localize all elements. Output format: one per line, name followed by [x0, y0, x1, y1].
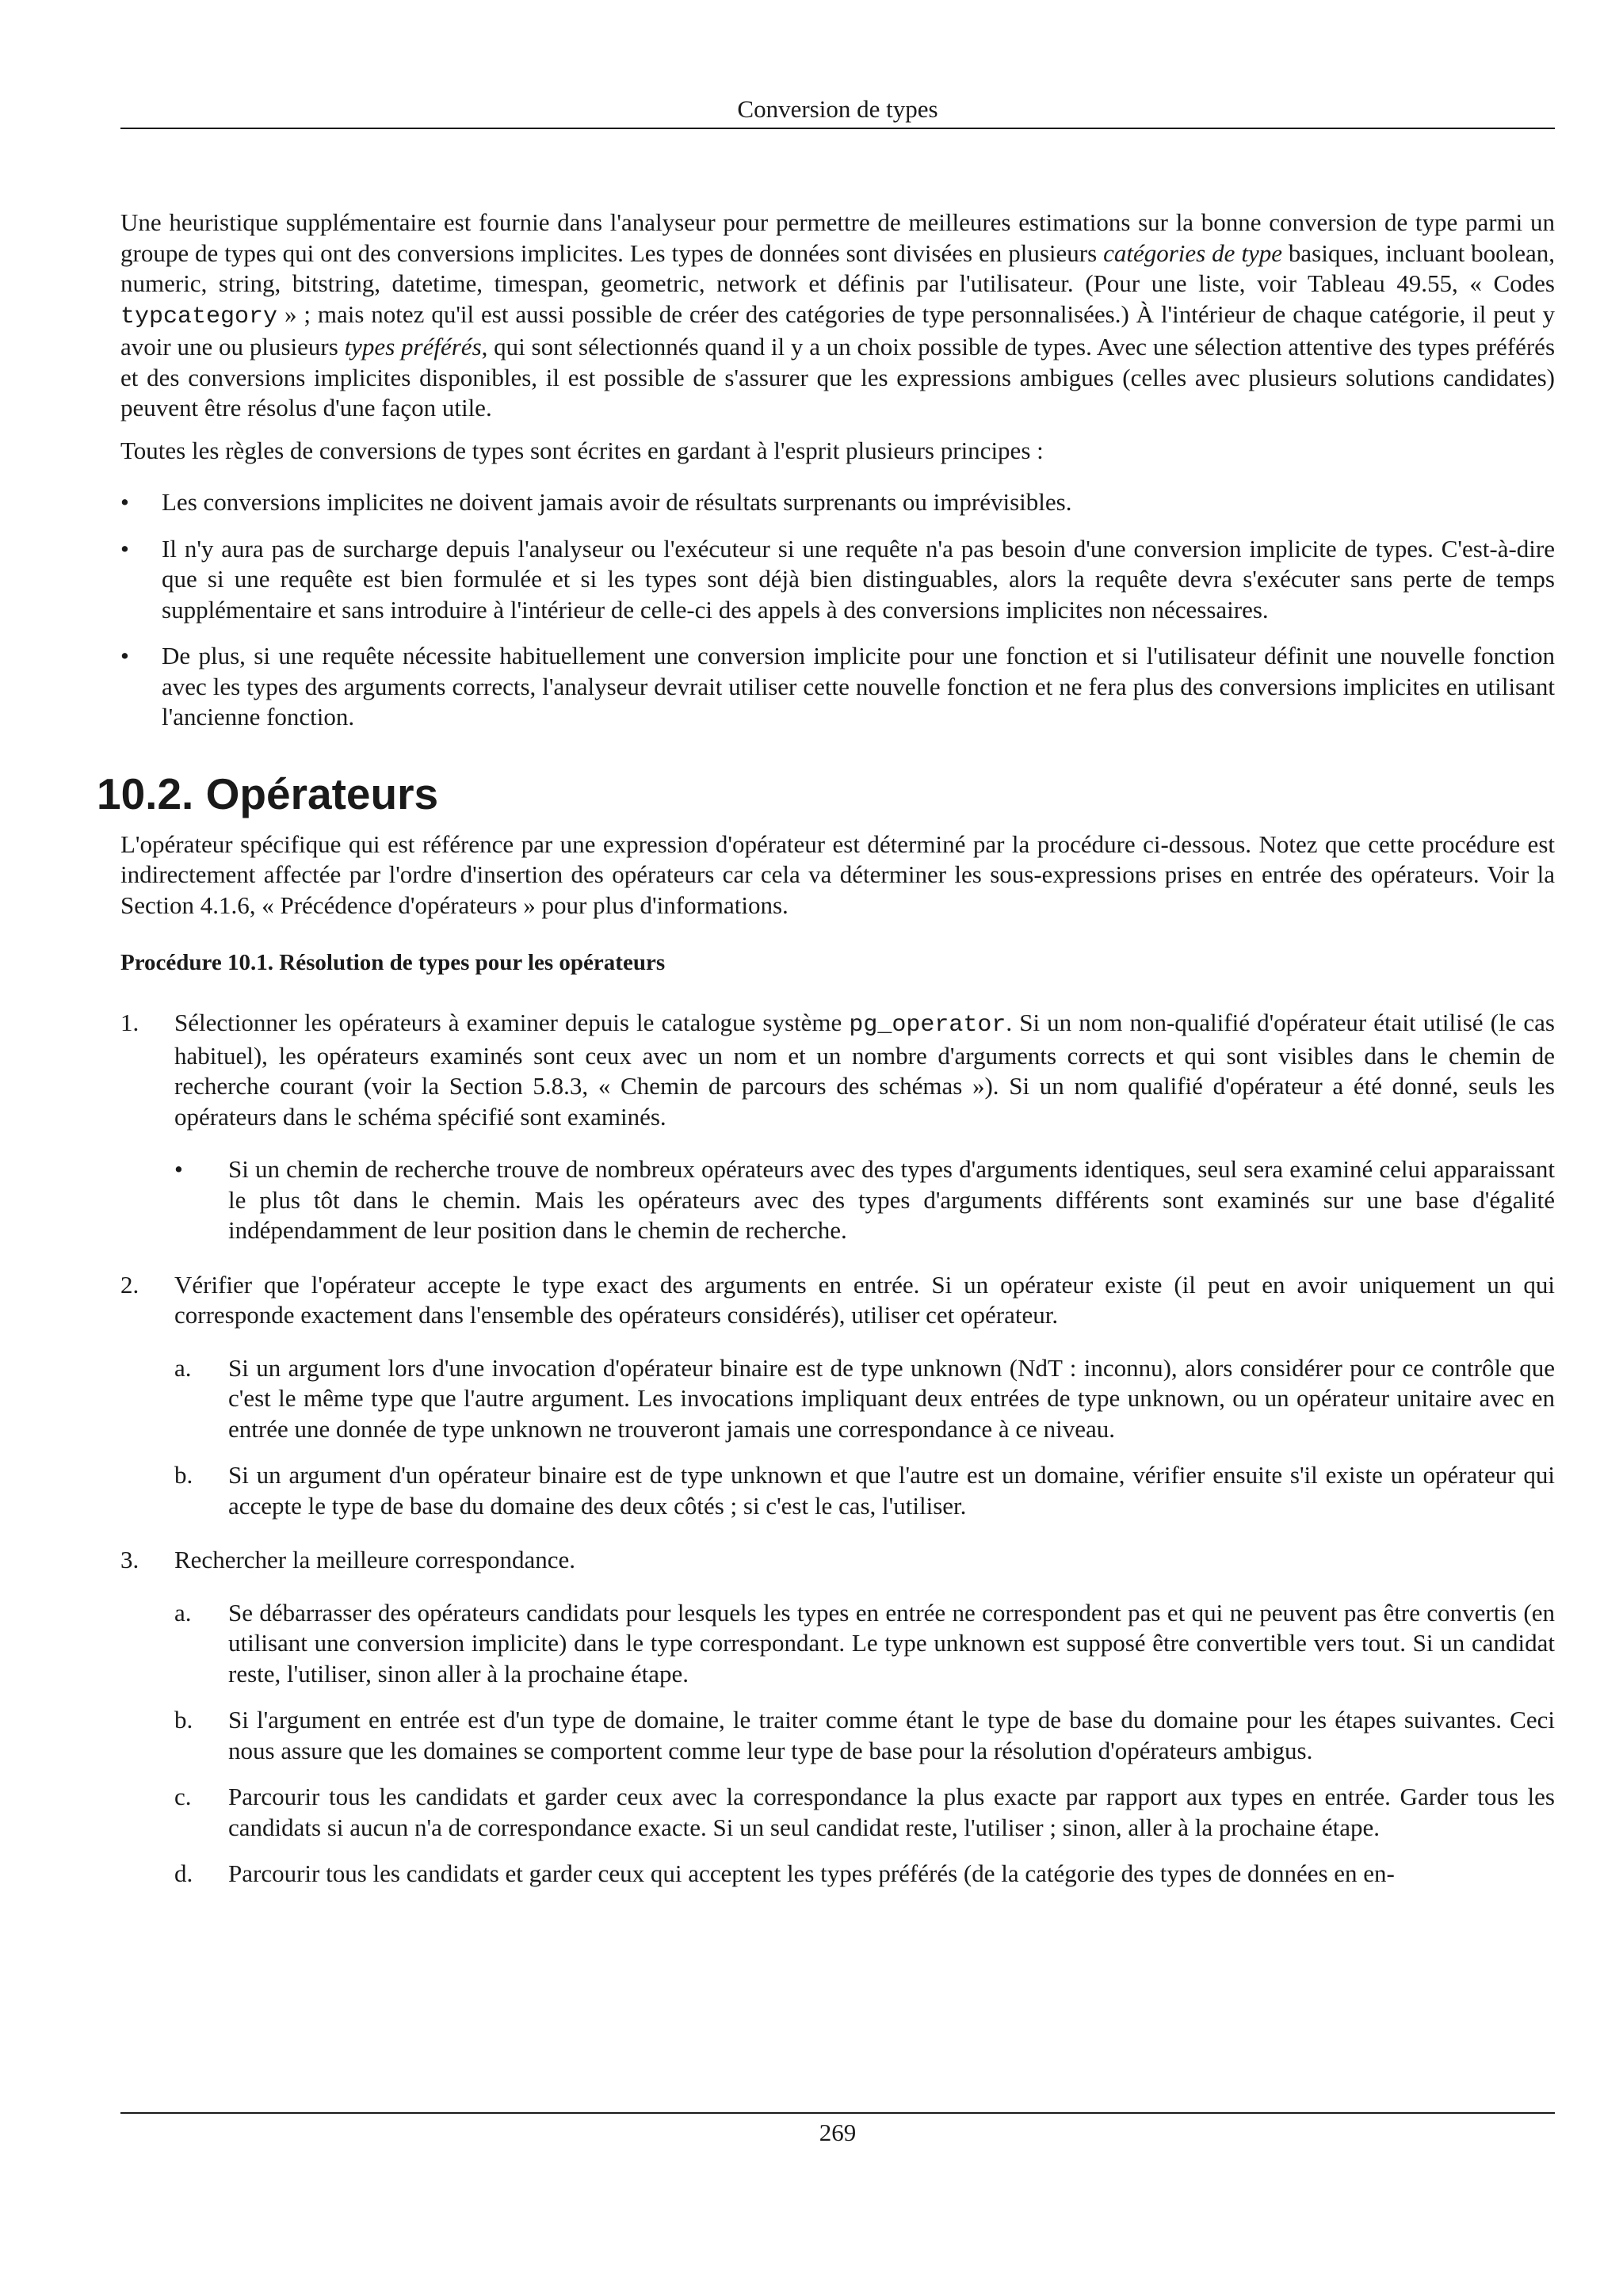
- step-3-substeps: [174, 1598, 1555, 1890]
- principles-list: [120, 487, 1555, 733]
- page-content: [97, 208, 1556, 1890]
- code-typcategory: typcategory: [120, 303, 278, 330]
- substep-item: a. Se débarrasser des opérateurs candidats pour lesquels les types en entrée ne correspondent pas et qui ne peuvent pas être convertis (en utilisant une conversion implicite) dans le type correspondant. Le type unknown est supposé être convertible vers tout. Si un candidat reste, l'utiliser, sinon aller à la prochaine étape.: [174, 1598, 1555, 1688]
- procedure-title: Procédure 10.1. Résolution de types pour les opérateurs: [120, 950, 666, 975]
- substep-item: d. Parcourir tous les candidats et garder ceux qui acceptent les types préférés (de la catégorie des types de données en en-: [174, 1859, 1555, 1890]
- header-rule: [120, 128, 1555, 129]
- footer-rule: [120, 2112, 1555, 2114]
- list-item: • Si un chemin de recherche trouve de nombreux opérateurs avec des types d'arguments identiques, seul sera examiné celui apparaissant le plus tôt dans le chemin. Mais les opérateurs avec des types d'arguments différents sont examinés sur une base d'égalité indépendamment de leur position dans le chemin de recherche.: [174, 1155, 1555, 1244]
- list-item: • De plus, si une requête nécessite habituellement une conversion implicite pour une fonction et si l'utilisateur définit une nouvelle fonction avec les types des arguments corrects, l'analyseur devrait utiliser cette nouvelle fonction et ne fera plus des conversions implicites en utilisant l'ancienne fonction.: [120, 642, 1555, 730]
- substep-label: b.: [174, 1461, 193, 1489]
- term-preferred-types: types préférés: [344, 333, 482, 360]
- step-2-substeps: [174, 1353, 1555, 1522]
- page-number: 269: [819, 2119, 857, 2146]
- code-pg-operator: pg_operator: [849, 1012, 1006, 1039]
- bullet-marker: •: [120, 642, 129, 669]
- list-item: • Il n'y aura pas de surcharge depuis l'analyseur ou l'exécuteur si une requête n'a pas besoin d'une conversion implicite de types. C'est-à-dire que si une requête est bien formulée et si les types sont déjà bien distinguables, alors la requête devra s'exécuter sans perte de temps supplémentaire et sans introduire à l'intérieur de celle-ci des appels à des conversions implicites non nécessaires.: [120, 534, 1555, 624]
- running-header: Conversion de types: [737, 95, 938, 123]
- term-type-categories: catégories de type: [1103, 238, 1282, 267]
- principles-intro: Toutes les règles de conversions de types sont écrites en gardant à l'esprit plusieurs principes :: [120, 436, 1044, 464]
- step-1-sublist: [174, 1154, 1555, 1246]
- step-number: 1.: [120, 1009, 139, 1036]
- list-item: • Les conversions implicites ne doivent jamais avoir de résultats surprenants ou imprévisibles.: [120, 487, 1555, 518]
- intro-paragraph: Une heuristique supplémentaire est fournie dans l'analyseur pour permettre de meilleures estimations sur la bonne conversion de type parmi un groupe de types qui ont des conversions implicites. Les types de données sont divisées en plusieurs catégories de type basiques, incluant boolean, numeric, string, bitstring, datetime, timespan, geometric, network et définis par l'utilisateur. (Pour une liste, voir Tableau 49.55, « Codes typcategory » ; mais notez qu'il est aussi possible de créer des catégories de type personnalisées.) À l'intérieur de chaque catégorie, il peut y avoir une ou plusieurs types préférés, qui sont sélectionnés quand il y a un choix possible de types. Avec une sélection attentive des types préférés et des conversions implicites disponibles, il est possible de s'assurer que les expressions ambigues (celles avec plusieurs solutions candidates) peuvent être résolus d'une façon utile.: [120, 208, 1556, 421]
- procedure-step-2: 2. Vérifier que l'opérateur accepte le type exact des arguments en entrée. Si un opérateur existe (il peut en avoir uniquement un qui corresponde exactement dans l'ensemble des opérateurs considérés), utiliser cet opérateur. a. Si un argument lors d'une invocation d'opérateur binaire est de type unknown (NdT : inconnu), alors considérer pour ce contrôle que c'est le même type que l'autre argument. Les invocations impliquant deux entrées de type unknown, ou un opérateur unitaire avec en entrée une donnée de type unknown ne trouveront jamais une correspondance à ce niveau. b. Si un argument d'un opérateur binaire est de type unknown et que l'autre est un domaine, vérifier ensuite s'il existe un opérateur qui accepte le type de base du domaine des deux côtés ; si c'est le cas, l'utiliser.: [120, 1270, 1555, 1522]
- substep-label: c.: [174, 1783, 192, 1810]
- substep-label: a.: [174, 1353, 192, 1382]
- procedure-step-3: 3. Rechercher la meilleure correspondance. a. Se débarrasser des opérateurs candidats pour lesquels les types en entrée ne correspondent pas et qui ne peuvent pas être convertis (en utilisant une conversion implicite) dans le type correspondant. Le type unknown est supposé être convertible vers tout. Si un candidat reste, l'utiliser, sinon aller à la prochaine étape. b. Si l'argument en entrée est d'un type de domaine, le traiter comme étant le type de base du domaine pour les étapes suivantes. Ceci nous assure que les domaines se comportent comme leur type de base pour la résolution d'opérateurs ambigus. c. Parcourir tous les candidats et garder ceux avec la correspondance la plus exacte par rapport aux types en entrée. Garder tous les candidats si aucun n'a de correspondance exacte. Si un seul candidat reste, l'utiliser ; sinon, aller à la prochaine étape. d. Parcourir tous les candidats et garder ceux qui acceptent les types préférés (de la catégorie des types de données en en-: [120, 1545, 1555, 1890]
- section-intro: L'opérateur spécifique qui est référence par une expression d'opérateur est déterminé par la procédure ci-dessous. Notez que cette procédure est indirectement affectée par l'ordre d'insertion des opérateurs car cela va déterminer les sous-expressions prises en entrée des opérateurs. Voir la Section 4.1.6, « Précédence d'opérateurs » pour plus d'informations.: [120, 830, 1555, 919]
- section-heading: 10.2. Opérateurs: [97, 769, 439, 818]
- substep-item: a. Si un argument lors d'une invocation d'opérateur binaire est de type unknown (NdT : inconnu), alors considérer pour ce contrôle que c'est le même type que l'autre argument. Les invocations impliquant deux entrées de type unknown, ou un opérateur unitaire avec en entrée une donnée de type unknown ne trouveront jamais une correspondance à ce niveau.: [174, 1353, 1555, 1443]
- substep-label: d.: [174, 1859, 193, 1887]
- substep-label: a.: [174, 1598, 192, 1627]
- substep-label: b.: [174, 1706, 193, 1733]
- procedure-step-1: 1. Sélectionner les opérateurs à examiner depuis le catalogue système pg_operator. Si un nom non-qualifié d'opérateur était utilisé (le cas habituel), les opérateurs examinés sont ceux avec un nom et un nombre d'arguments corrects et qui sont visibles dans le chemin de recherche courant (voir la Section 5.8.3, « Chemin de parcours des schémas »). Si un nom qualifié d'opérateur a été donné, seuls les opérateurs dans le schéma spécifié sont examinés. • Si un chemin de recherche trouve de nombreux opérateurs avec des types d'arguments identiques, seul sera examiné celui apparaissant le plus tôt dans le chemin. Mais les opérateurs avec des types d'arguments différents sont examinés sur une base d'égalité indépendamment de leur position dans le chemin de recherche.: [120, 1008, 1555, 1246]
- step-number: 3.: [120, 1546, 139, 1573]
- step-number: 2.: [120, 1270, 139, 1299]
- substep-item: b. Si l'argument en entrée est d'un type de domaine, le traiter comme étant le type de base du domaine pour les étapes suivantes. Ceci nous assure que les domaines se comportent comme leur type de base pour la résolution d'opérateurs ambigus.: [174, 1706, 1555, 1764]
- bullet-marker: •: [120, 534, 129, 563]
- bullet-marker: •: [174, 1155, 183, 1183]
- procedure-steps: [120, 1008, 1555, 1890]
- substep-item: c. Parcourir tous les candidats et garder ceux avec la correspondance la plus exacte par rapport aux types en entrée. Garder tous les candidats si aucun n'a de correspondance exacte. Si un seul candidat reste, l'utiliser ; sinon, aller à la prochaine étape.: [174, 1783, 1555, 1841]
- substep-item: b. Si un argument d'un opérateur binaire est de type unknown et que l'autre est un domaine, vérifier ensuite s'il existe un opérateur qui accepte le type de base du domaine des deux côtés ; si c'est le cas, l'utiliser.: [174, 1461, 1555, 1520]
- bullet-marker: •: [120, 488, 129, 516]
